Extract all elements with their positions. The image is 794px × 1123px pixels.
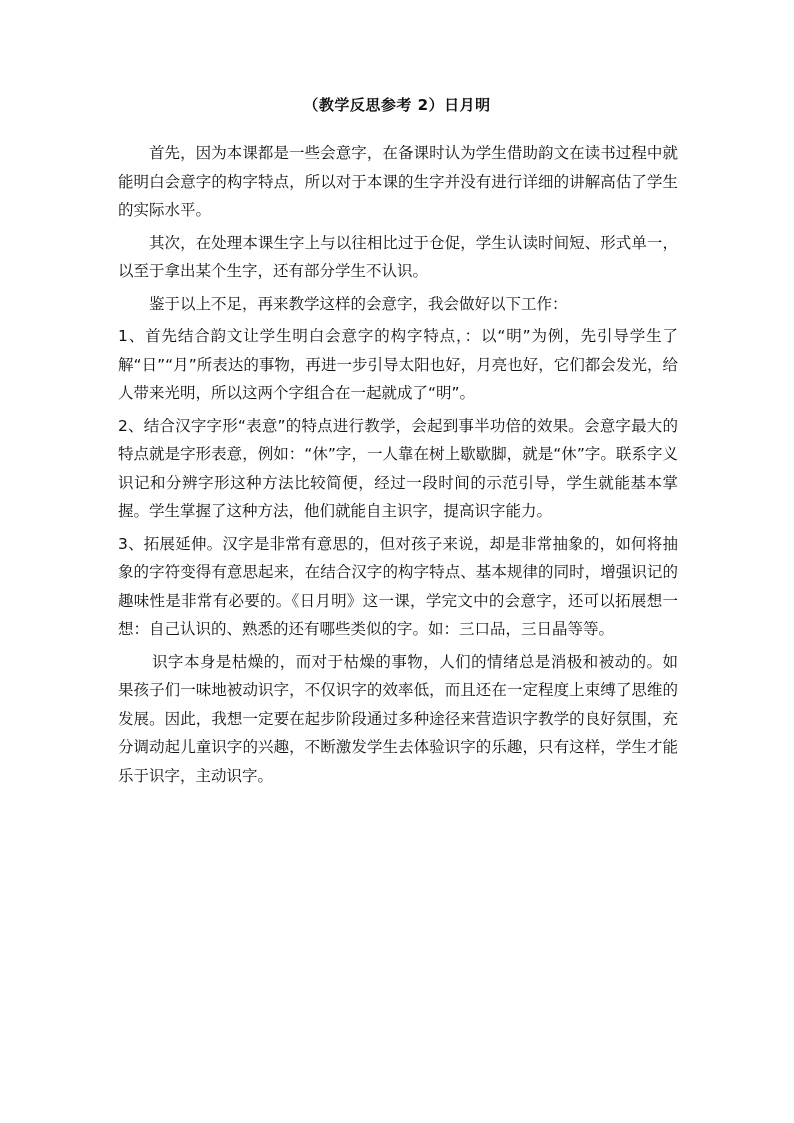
list-item-1: 1、首先结合韵文让学生明白会意字的构字特点，：以“明”为例，先引导学生了解“日”“月”所表达的事物，再进一步引导太阳也好，月亮也好，它们都会发光，给人带来光明，所以这两个字组合在一起就成了“明”。 bbox=[118, 327, 678, 402]
paragraph-second: 其次，在处理本课生字上与以往相比过于仓促，学生认读时间短、形式单一，以至于拿出某个生字，还有部分学生不认识。 bbox=[118, 233, 678, 280]
document-body bbox=[118, 139, 678, 794]
paragraph-first: 首先，因为本课都是一些会意字，在备课时认为学生借助韵文在读书过程中就能明白会意字的构字特点，所以对于本课的生字并没有进行详细的讲解高估了学生的实际水平。 bbox=[118, 144, 678, 219]
list-item-3: 3、拓展延伸。汉字是非常有意思的，但对孩子来说，却是非常抽象的，如何将抽象的字符变得有意思起来，在结合汉字的构字特点、基本规律的同时，增强识记的趣味性是非常有必要的。《日月明》这一课，学完文中的会意字，还可以拓展想一想：自己认识的、熟悉的还有哪些类似的字。如：三口品，三日晶等等。 bbox=[118, 534, 678, 638]
paragraph-intro-list: 鉴于以上不足，再来教学这样的会意字，我会做好以下工作： bbox=[149, 294, 568, 313]
list-item-2: 2、结合汉字字形“表意”的特点进行教学，会起到事半功倍的效果。会意字最大的特点就是字形表意，例如：“休”字，一人靠在树上歇歇脚，就是“休”字。联系字义识记和分辨字形这种方法比较简便，经过一段时间的示范引导，学生就能基本掌握。学生掌握了这种方法，他们就能自主识字，提高识字能力。 bbox=[118, 416, 678, 520]
document-title: （教学反思参考 2）日月明 bbox=[303, 96, 491, 114]
paragraph-conclusion: 识字本身是枯燥的，而对于枯燥的事物，人们的情绪总是消极和被动的。如果孩子们一味地被动识字，不仅识字的效率低，而且还在一定程度上束缚了思维的发展。因此，我想一定要在起步阶段通过多种途径来营造识字教学的良好氛围，充分调动起儿童识字的兴趣，不断激发学生去体验识字的乐趣，只有这样，学生才能乐于识字，主动识字。 bbox=[118, 652, 678, 785]
